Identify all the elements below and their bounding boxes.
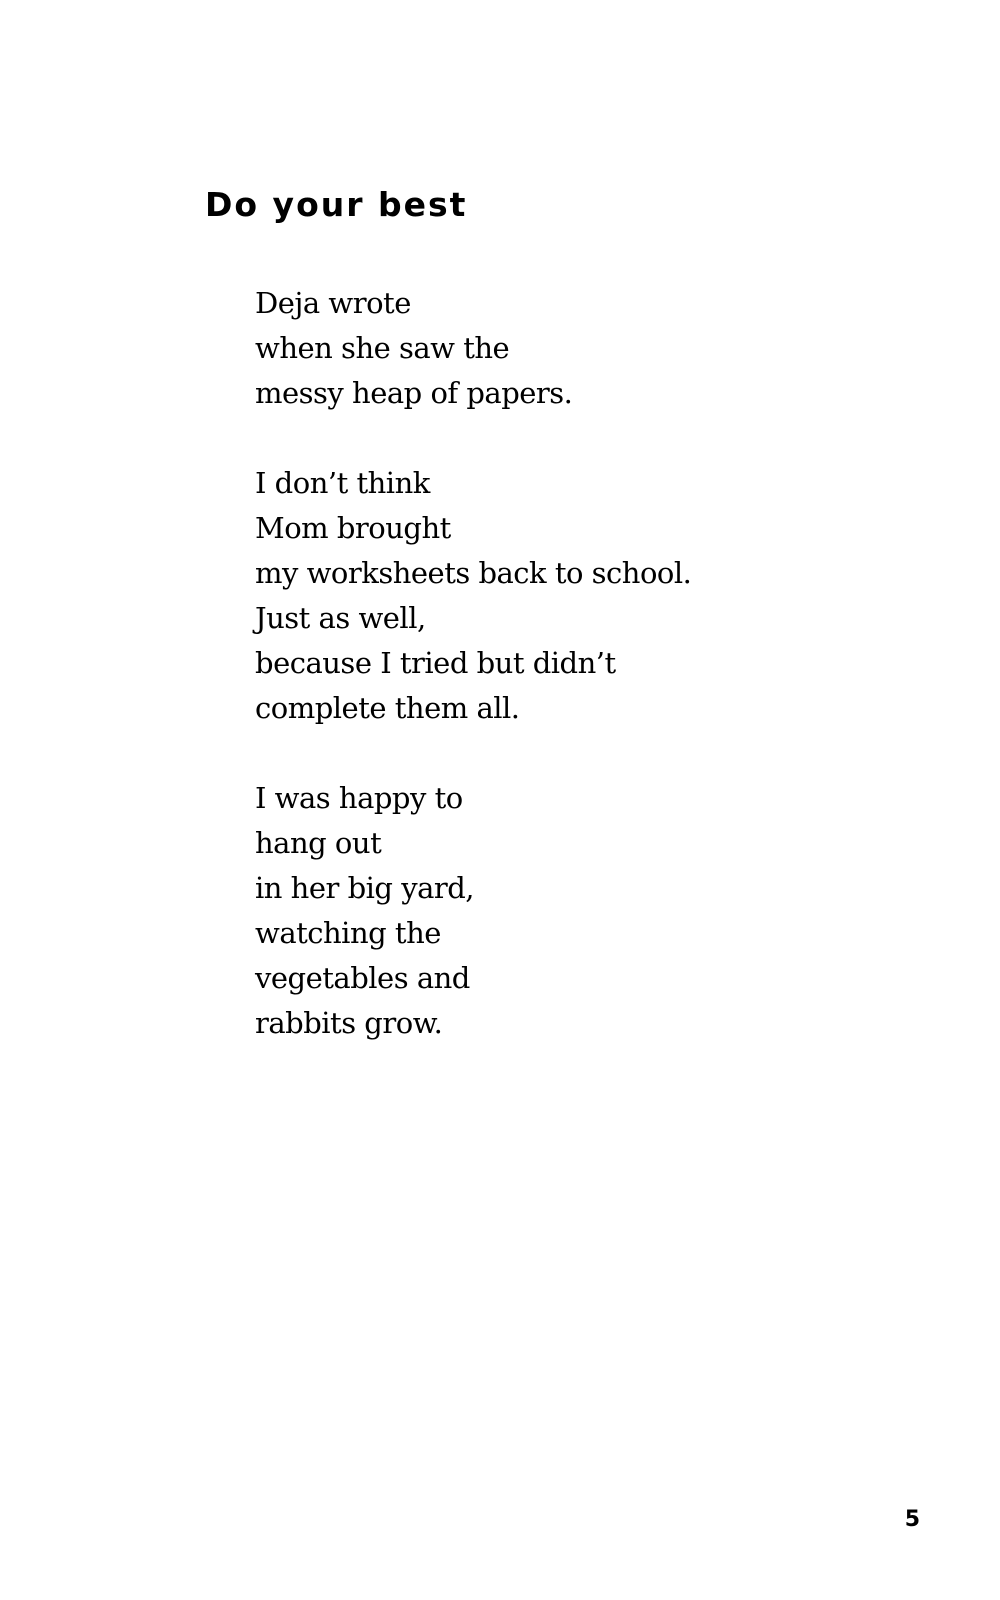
poem-line: hang out [255,826,382,860]
poem-body [255,281,855,1046]
poem-line: rabbits grow. [255,1006,443,1040]
poem-title: Do your best [205,185,468,224]
poem-line: Deja wrote [255,286,411,320]
poem-line: in her big yard, [255,871,475,905]
poem-line: because I tried but didn’t [255,646,616,680]
page-number: 5 [904,1507,920,1532]
stanza-3 [255,776,855,1046]
poem-line: messy heap of papers. [255,376,573,410]
poem-line: I don’t think [255,466,430,500]
poem-line: vegetables and [255,961,470,995]
poem-line: when she saw the [255,331,510,365]
poem-line: Mom brought [255,511,451,545]
poem-line: Just as well, [255,601,426,635]
stanza-2 [255,461,855,731]
poem-line: complete them all. [255,691,520,725]
poem-line: watching the [255,916,441,950]
poem-line: my worksheets back to school. [255,556,692,590]
stanza-1 [255,281,855,416]
poem-line: I was happy to [255,781,463,815]
